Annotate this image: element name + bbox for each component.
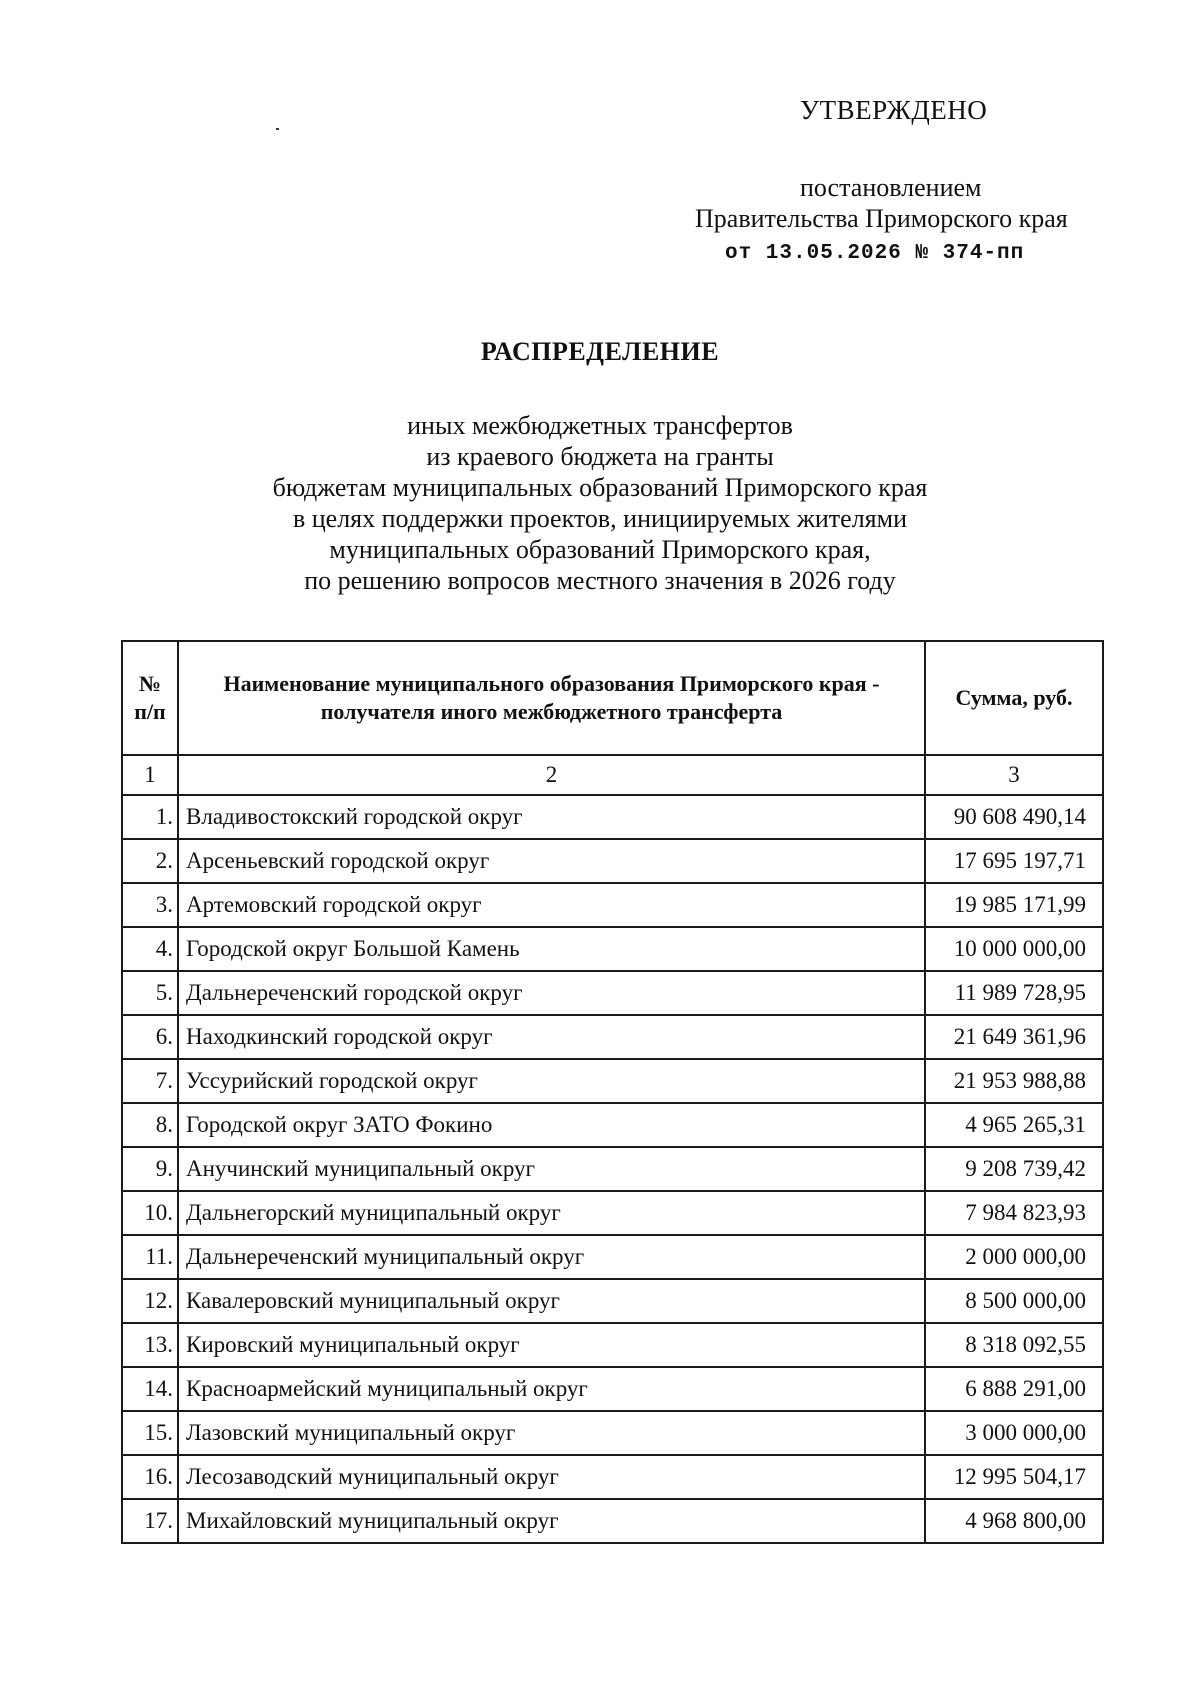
table-row bbox=[122, 1455, 1103, 1499]
transfer-amount: 7 984 823,93 bbox=[925, 1191, 1103, 1235]
municipality-name: Дальнегорский муниципальный округ bbox=[178, 1191, 925, 1235]
municipality-name: Лазовский муниципальный округ bbox=[178, 1411, 925, 1455]
transfer-amount: 11 989 728,95 bbox=[925, 971, 1103, 1015]
table-row bbox=[122, 1147, 1103, 1191]
row-number: 17. bbox=[122, 1499, 178, 1543]
row-number: 2. bbox=[122, 839, 178, 883]
table-row bbox=[122, 883, 1103, 927]
row-number: 13. bbox=[122, 1323, 178, 1367]
table-header-row bbox=[122, 641, 1103, 755]
row-number: 8. bbox=[122, 1103, 178, 1147]
municipality-name: Кировский муниципальный округ bbox=[178, 1323, 925, 1367]
transfer-amount: 6 888 291,00 bbox=[925, 1367, 1103, 1411]
municipality-name: Михайловский муниципальный округ bbox=[178, 1499, 925, 1543]
municipality-name: Красноармейский муниципальный округ bbox=[178, 1367, 925, 1411]
subtitle-line: бюджетам муниципальных образований Приморского края bbox=[272, 473, 928, 502]
row-number: 15. bbox=[122, 1411, 178, 1455]
row-number: 4. bbox=[122, 927, 178, 971]
transfer-amount: 3 000 000,00 bbox=[925, 1411, 1103, 1455]
document-title: РАСПРЕДЕЛЕНИЕ bbox=[480, 337, 720, 366]
document-subtitle bbox=[0, 410, 1200, 596]
table-row bbox=[122, 1279, 1103, 1323]
transfer-amount: 4 968 800,00 bbox=[925, 1499, 1103, 1543]
header-number-part: № bbox=[138, 671, 162, 696]
municipality-name: Уссурийский городской округ bbox=[178, 1059, 925, 1103]
subtitle-line: в целях поддержки проектов, инициируемых жителями bbox=[292, 504, 908, 533]
column-index: 3 bbox=[925, 755, 1103, 795]
header-number bbox=[122, 641, 178, 755]
table-row bbox=[122, 1015, 1103, 1059]
table-row bbox=[122, 795, 1103, 839]
header-name-line: Наименование муниципального образования Приморского края - bbox=[223, 671, 880, 696]
table-row bbox=[122, 927, 1103, 971]
header-number-part: п/п bbox=[134, 699, 166, 724]
column-index: 2 bbox=[178, 755, 925, 795]
scan-speck bbox=[276, 128, 279, 130]
table-row bbox=[122, 1103, 1103, 1147]
row-number: 7. bbox=[122, 1059, 178, 1103]
transfer-amount: 21 953 988,88 bbox=[925, 1059, 1103, 1103]
transfer-amount: 21 649 361,96 bbox=[925, 1015, 1103, 1059]
transfer-amount: 10 000 000,00 bbox=[925, 927, 1103, 971]
row-number: 14. bbox=[122, 1367, 178, 1411]
table-row bbox=[122, 1059, 1103, 1103]
municipality-name: Дальнереченский городской округ bbox=[178, 971, 925, 1015]
municipality-name: Арсеньевский городской округ bbox=[178, 839, 925, 883]
subtitle-line: иных межбюджетных трансфертов bbox=[407, 411, 793, 440]
row-number: 1. bbox=[122, 795, 178, 839]
municipality-name: Дальнереченский муниципальный округ bbox=[178, 1235, 925, 1279]
transfer-amount: 9 208 739,42 bbox=[925, 1147, 1103, 1191]
approval-authority: Правительства Приморского края bbox=[695, 204, 1068, 233]
row-number: 12. bbox=[122, 1279, 178, 1323]
municipality-name: Городской округ ЗАТО Фокино bbox=[178, 1103, 925, 1147]
municipality-name: Владивостокский городской округ bbox=[178, 795, 925, 839]
row-number: 16. bbox=[122, 1455, 178, 1499]
approval-date-number-stamp: от 13.05.2026 № 374-пп bbox=[725, 242, 1025, 265]
row-number: 11. bbox=[122, 1235, 178, 1279]
table-row bbox=[122, 1499, 1103, 1543]
transfer-amount: 8 318 092,55 bbox=[925, 1323, 1103, 1367]
table-row bbox=[122, 1411, 1103, 1455]
transfer-amount: 12 995 504,17 bbox=[925, 1455, 1103, 1499]
municipality-name: Находкинский городской округ bbox=[178, 1015, 925, 1059]
approval-title: УТВЕРЖДЕНО bbox=[800, 95, 988, 125]
table-row bbox=[122, 971, 1103, 1015]
header-name bbox=[178, 641, 925, 755]
row-number: 3. bbox=[122, 883, 178, 927]
table-row bbox=[122, 1323, 1103, 1367]
table-row bbox=[122, 1191, 1103, 1235]
header-name-line: получателя иного межбюджетного трансферта bbox=[320, 699, 783, 724]
municipality-name: Кавалеровский муниципальный округ bbox=[178, 1279, 925, 1323]
municipality-name: Артемовский городской округ bbox=[178, 883, 925, 927]
row-number: 6. bbox=[122, 1015, 178, 1059]
transfer-amount: 19 985 171,99 bbox=[925, 883, 1103, 927]
column-index: 1 bbox=[122, 755, 178, 795]
subtitle-line: из краевого бюджета на гранты bbox=[426, 442, 774, 471]
approval-resolution-label: постановлением bbox=[800, 173, 982, 202]
column-index-row bbox=[122, 755, 1103, 795]
row-number: 10. bbox=[122, 1191, 178, 1235]
municipality-name: Лесозаводский муниципальный округ bbox=[178, 1455, 925, 1499]
row-number: 5. bbox=[122, 971, 178, 1015]
subtitle-line: по решению вопросов местного значения в 2026 году bbox=[304, 566, 896, 595]
municipality-name: Городской округ Большой Камень bbox=[178, 927, 925, 971]
subtitle-line: муниципальных образований Приморского края, bbox=[329, 535, 871, 564]
transfer-amount: 2 000 000,00 bbox=[925, 1235, 1103, 1279]
transfer-amount: 90 608 490,14 bbox=[925, 795, 1103, 839]
header-amount: Сумма, руб. bbox=[925, 641, 1103, 755]
table-row bbox=[122, 1235, 1103, 1279]
distribution-table bbox=[121, 640, 1104, 1544]
transfer-amount: 17 695 197,71 bbox=[925, 839, 1103, 883]
row-number: 9. bbox=[122, 1147, 178, 1191]
municipality-name: Анучинский муниципальный округ bbox=[178, 1147, 925, 1191]
table-row bbox=[122, 1367, 1103, 1411]
transfer-amount: 8 500 000,00 bbox=[925, 1279, 1103, 1323]
transfer-amount: 4 965 265,31 bbox=[925, 1103, 1103, 1147]
table-row bbox=[122, 839, 1103, 883]
